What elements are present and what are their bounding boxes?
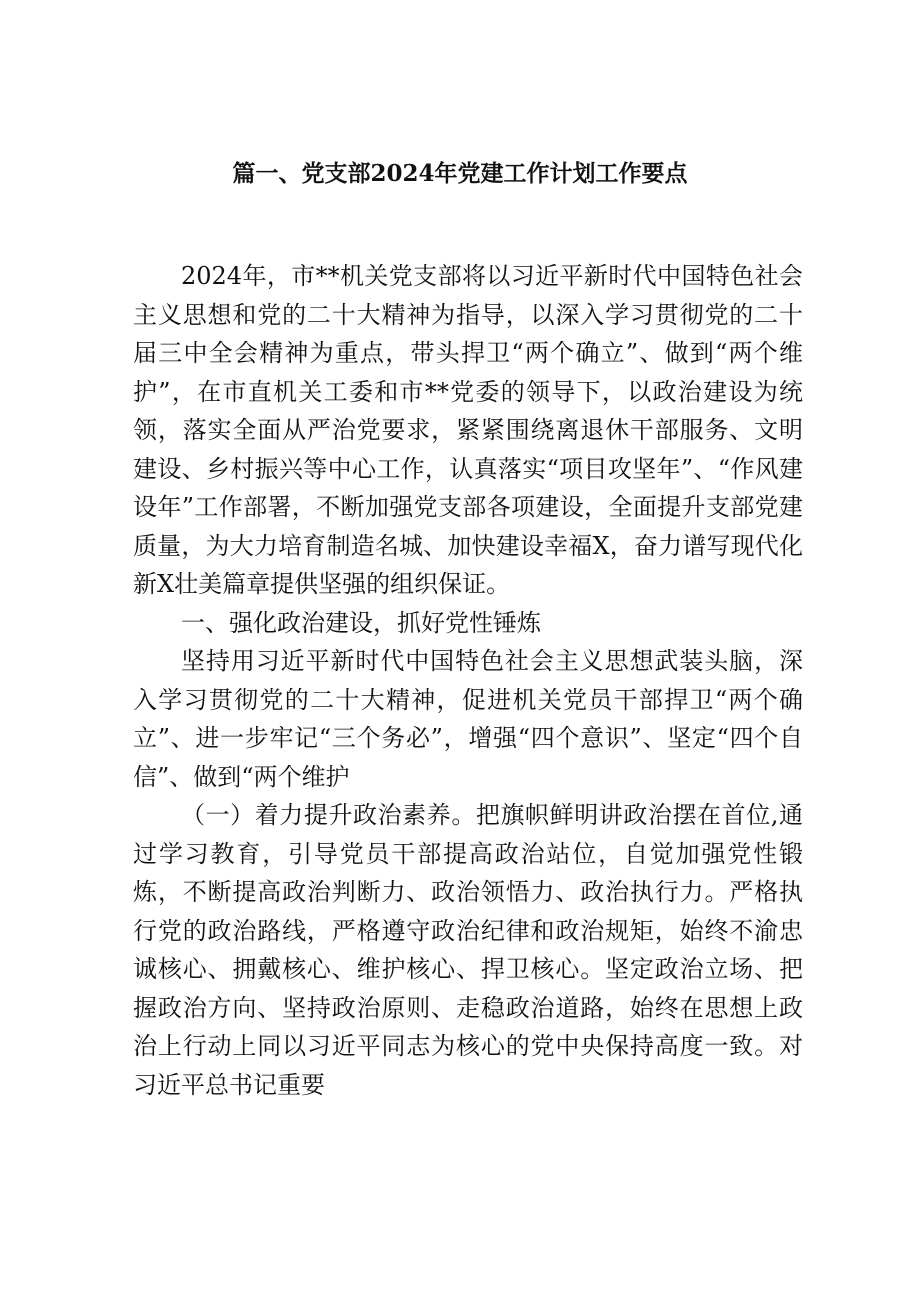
document-body bbox=[133, 257, 803, 1104]
paragraph-section-1: 坚持用习近平新时代中国特色社会主义思想武装头脑，深入学习贯彻党的二十大精神，促进机关党员干部捍卫“两个确立”、进一步牢记“三个务必”，增强“四个意识”、坚定“四个自信”、做到“两个维护 bbox=[133, 647, 803, 791]
paragraph-intro: 2024年，市**机关党支部将以习近平新时代中国特色社会主义思想和党的二十大精神为指导，以深入学习贯彻党的二十届三中全会精神为重点，带头捍卫“两个确立”、做到“两个维护”，在市直机关工委和市**党委的领导下，以政治建设为统领，落实全面从严治党要求，紧紧围绕离退休干部服务、文明建设、乡村振兴等中心工作，认真落实“项目攻坚年”、“作风建设年”工作部署，不断加强党支部各项建设，全面提升支部党建质量，为大力培育制造名城、加快建设幸福X，奋力谱写现代化新X壮美篇章提供坚强的组织保证。 bbox=[133, 262, 803, 598]
document-title: 篇一、党支部2024年党建工作计划工作要点 bbox=[232, 160, 688, 187]
paragraph-subsection-1: （一）着力提升政治素养。把旗帜鲜明讲政治摆在首位,通过学习教育，引导党员干部提高政治站位，自觉加强党性锻炼，不断提高政治判断力、政治领悟力、政治执行力。严格执行党的政治路线，严格遵守政治纪律和政治规矩，始终不渝忠诚核心、拥戴核心、维护核心、捍卫核心。坚定政治立场、把握政治方向、坚持政治原则、走稳政治道路，始终在思想上政治上行动上同以习近平同志为核心的党中央保持高度一致。对习近平总书记重要 bbox=[133, 801, 803, 1099]
section-heading-1: 一、强化政治建设，抓好党性锤炼 bbox=[181, 608, 541, 637]
